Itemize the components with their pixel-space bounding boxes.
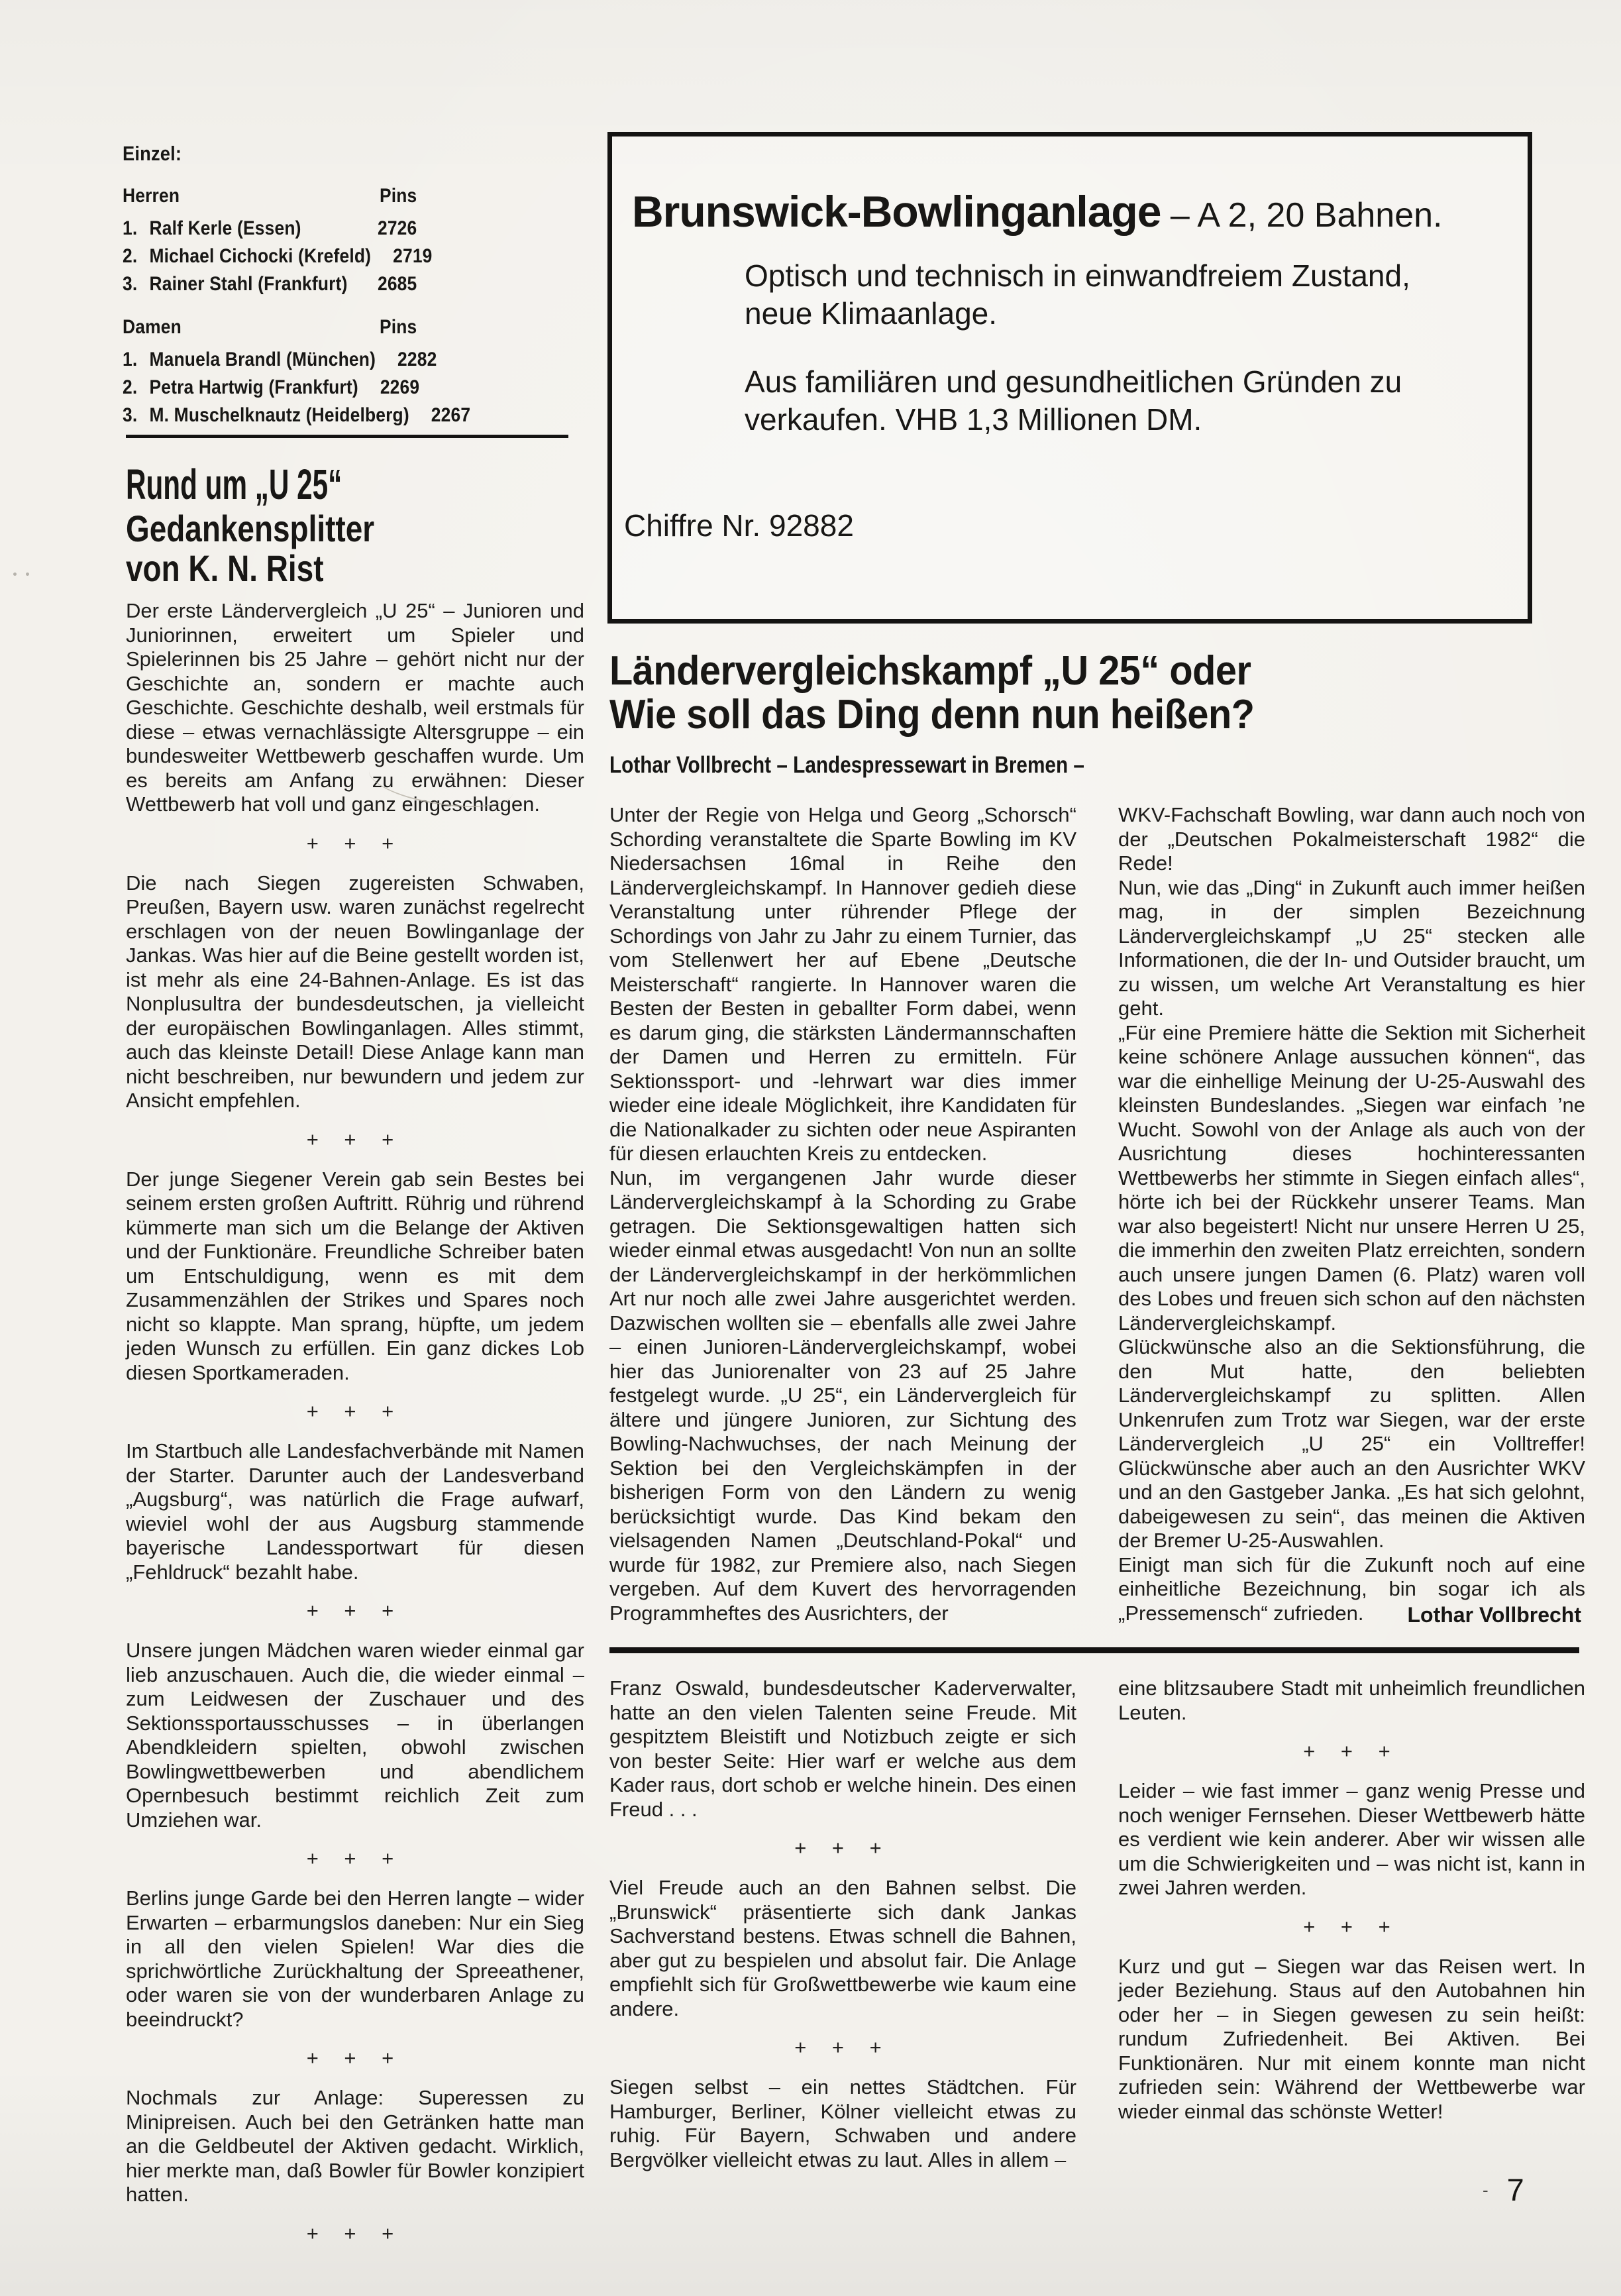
plus-separator: + + + [306,1599,404,1622]
paragraph: Kurz und gut – Siegen war das Reisen wert. In jeder Beziehung. Staus auf den Autobahnen hin oder her – in Siegen gewesen zu sein heißt: rundum Zufriedenheit. Bei Aktiven. Bei Funktionären. Nur mit einem konnte man nicht zufrieden sein: Während der Wettbewerbe war wieder einmal das schönste Wetter! [1118,1954,1585,2123]
result-name: Petra Hartwig (Frankfurt) [149,376,358,398]
bottom-column-right [1118,1676,1585,2124]
result-pins: 2282 [397,349,437,370]
paragraph: Franz Oswald, bundesdeutscher Kaderverwalter, hatte an den vielen Talenten seine Freude. Mit gespitztem Bleistift und Notizbuch zeigte er sich von bester Seite: Hier warf er welche aus dem Kader raus, dort schob er welche hinein. Des einen Freud . . . [609,1676,1076,1821]
result-name: Michael Cichocki (Krefeld) [149,245,372,267]
pins-column-label: Pins [379,185,417,207]
section-divider-rule [609,1647,1579,1653]
page-number [1483,2173,1524,2207]
left-article [126,463,584,2262]
plus-separator: + + + [1303,1914,1400,1938]
plus-separator: + + + [306,1847,404,1870]
left-article-subtitle: Gedankensplitter [126,508,375,549]
result-name: Manuela Brandl (München) [149,349,376,370]
ad-paragraph-price [745,363,1402,439]
bottom-column-left [609,1676,1076,2172]
paragraph: Nun, wie das „Ding“ in Zukunft auch immer heißen mag, in der simplen Bezeichnung Ländervergleichskampf „U 25“ stecken alle Informationen, die der In- und Outsider braucht, um zu wissen, um welche Art Veranstaltung es hier geht. [1118,875,1585,1020]
author-signature: Lothar Vollbrecht [1407,1603,1581,1627]
main-article-byline: Lothar Vollbrecht – Landespressewart in Bremen – [609,752,1084,778]
page-number-dash: - [1483,2179,1489,2200]
main-article-header [609,649,1590,779]
results-rows [123,346,471,429]
result-rank: 1. [123,349,138,370]
result-pins: 2719 [393,245,433,267]
results-list [123,140,471,429]
classified-ad-box [607,132,1532,624]
plus-separator: + + + [794,2036,892,2059]
result-name: M. Muschelknautz (Heidelberg) [149,404,409,426]
results-group-herren [123,183,433,298]
plus-separator: + + + [1303,1739,1400,1763]
result-row [123,346,437,374]
left-article-title: Rund um „U 25“ [126,461,342,508]
paragraph: Berlins junge Garde bei den Herren langte – wider Erwarten – erbarmungslos daneben: Nur ein Sieg in all den vielen Spielen! War dies die sprichwörtliche Zurückhaltung der Spreeathener, oder waren sie von der wunderbaren Anlage zu beeindruckt? [126,1886,584,2031]
result-pins: 2267 [431,404,471,426]
main-article-column-2 [1118,803,1585,1627]
left-article-author: von K. N. Rist [126,547,324,589]
ad-title-bold: Brunswick-Bowlinganlage [632,187,1161,236]
paragraph: Nochmals zur Anlage: Superessen zu Minipreisen. Auch bei den Getränken hatte man an die Geldbeutel der Aktiven gedacht. Wirklich, hier merkte man, daß Bowler für Bowler konzipiert hatten. [126,2086,584,2206]
paragraph: Der erste Ländervergleich „U 25“ – Junioren und Juniorinnen, erweitert um Spieler und Spielerinnen bis 25 Jahre – gehört nicht nur der Geschichte an, sondern er machte auch Geschichte. Geschichte deshalb, weil erstmals für diese – etwas vernachlässigte Altersgruppe – ein bundesweiter Wettbewerb geschaffen wurde. Um es bereits am Anfang zu erwähnen: Dieser Wettbewerb hat voll und ganz eingeschlagen. [126,599,584,816]
page-number-value: 7 [1506,2172,1524,2207]
pins-column-label: Pins [379,316,417,338]
paragraph: Die nach Siegen zugereisten Schwaben, Preußen, Bayern usw. waren zunächst regelrecht erschlagen von der neuen Bowlinganlage der Jankas. Was hier auf die Beine gestellt worden ist, ist mehr als eine 24-Bahnen-Anlage. Es ist das Nonplusultra der bundesdeutschen, ja vielleicht der europäischen Bowlinganlagen. Alles stimmt, auch das kleinste Detail! Diese Anlage kann man nicht beschreiben, nur bewundern und jedem zur Ansicht empfehlen. [126,871,584,1112]
result-row [123,243,433,270]
ad-line: Aus familiären und gesundheitlichen Gründen zu [745,364,1402,399]
plus-separator: + + + [306,2221,404,2245]
result-name: Ralf Kerle (Essen) [149,217,301,239]
main-headline-line1: Ländervergleichskampf „U 25“ oder [609,648,1251,694]
result-pins: 2726 [377,217,417,239]
plus-separator: + + + [306,831,404,855]
paragraph: Siegen selbst – ein nettes Städtchen. Für Hamburger, Berliner, Kölner vielleicht etwas zu ruhig. Für Bayern, Schwaben und andere Bergvölker vielleicht etwas zu laut. Alles in allem – [609,2075,1076,2171]
ad-paragraph-condition [745,257,1410,333]
plus-separator: + + + [306,1127,404,1151]
ad-line: Optisch und technisch in einwandfreiem Zustand, [745,258,1410,293]
result-rank: 1. [123,217,138,239]
paragraph: Nun, im vergangenen Jahr wurde dieser Ländervergleichskampf à la Schording zu Grabe getragen. Die Sektionsgewaltigen hatten sich wieder einmal etwas ausgedacht! Von nun an sollte der Ländervergleichskampf in der herkömmlichen Art nur noch alle zwei Jahre ausgerichtet werden. Dazwischen wollten sie – ebenfalls alle zwei Jahre – einen Junioren-Ländervergleichskampf, wobei hier das Juniorenalter von 23 auf 25 Jahre festgelegt wurde. „U 25“, ein Ländervergleich für ältere und jüngere Junioren, zur Sichtung des Bowling-Nachwuchses, der nach Meinung der Sektion bei den Vergleichskämpfen in der bisherigen Form von den Ländern zu wenig berücksichtigt wurde. Das Kind bekam den vielsagenden Namen „Deutschland-Pokal“ und wurde für 1982, zur Premiere also, nach Siegen vergeben. Auf dem Kuvert des hervorragenden Programmheftes des Ausrichters, der [609,1166,1076,1625]
left-article-body [126,599,584,2246]
ad-title-rest: – A 2, 20 Bahnen. [1161,196,1443,235]
results-group-header [123,314,417,341]
plus-separator: + + + [306,2046,404,2069]
paragraph: Unsere jungen Mädchen waren wieder einmal gar lieb anzuschauen. Auch die, die wieder einmal – zum Leidwesen der Zuschauer und des Sektionssportausschusses – in überlangen Abendkleidern spielten, obwohl zwischen Bowlingwettbewerben und abendlichem Opernbesuch bestimmt reichlich Zeit zum Umziehen war. [126,1639,584,1831]
results-title: Einzel: [123,142,182,165]
result-rank: 3. [123,404,138,426]
result-pins: 2269 [380,376,420,398]
plus-separator: + + + [306,1399,404,1423]
result-rank: 2. [123,376,138,398]
paragraph: WKV-Fachschaft Bowling, war dann auch noch von der „Deutschen Pokalmeisterschaft 1982“ die Rede! [1118,803,1585,875]
results-rows [123,215,433,298]
result-row [123,402,471,429]
paragraph: Glückwünsche also an die Sektionsführung, die den Mut hatte, den beliebten Ländervergleichskampf zu splitten. Allen Unkenrufen zum Trotz war Siegen, war der erste Ländervergleich „U 25“ ein Volltreffer! Glückwünsche aber auch an den Ausrichter WKV und an den Gastgeber Janka. „Es hat sich gelohnt, dabeigewesen zu sein“, das meinen die Aktiven der Bremer U-25-Auswahlen. [1118,1335,1585,1552]
main-article-column-2-body [1118,803,1585,1625]
paragraph: Der junge Siegener Verein gab sein Bestes bei seinem ersten großen Auftritt. Rührig und rührend kümmerte man sich um die Belange der Aktiven und der Funktionäre. Freundliche Schreiber baten um Entschuldigung, wenn es mit dem Zusammenzählen der Strikes und Spares noch nicht so klappte. Man sprang, hüpfte, um jedem jeden Wunsch zu erfüllen. Ein ganz dickes Lob diesen Sportkameraden. [126,1167,584,1384]
main-headline-line2: Wie soll das Ding denn nun heißen? [609,692,1255,738]
group-heading: Herren [123,185,180,207]
result-rank: 3. [123,273,138,295]
paragraph: Leider – wie fast immer – ganz wenig Presse und noch weniger Fernsehen. Dieser Wettbewerb hätte es verdient wie kein anderer. Aber wir wissen alle um die Schwierigkeiten und – was nicht ist, kann in zwei Jahren werden. [1118,1779,1585,1899]
paragraph: Unter der Regie von Helga und Georg „Schorsch“ Schording veranstaltete die Sparte Bowling im KV Niedersachsen 16mal in Reihe den Ländervergleichskampf. In Hannover gedieh diese Veranstaltung unter rührender Pflege der Schordings von Jahr zu Jahr zu einem Turnier, das vom Stellenwert her auf Ebene „Deutsche Meisterschaft“ rangierte. In Hannover waren die Besten der Besten in geballter Form dabei, wenn es darum ging, die stärksten Ländermannschaften der Damen und Herren zu ermitteln. Für Sektionssport- und -lehrwart war dies immer wieder eine ideale Möglichkeit, ihre Kandidaten für die Nationalkader zu sichten oder neue Aspiranten für diesen erlauchten Kreis zu entdecken. [609,803,1076,1165]
results-group-header [123,183,417,209]
paragraph: Im Startbuch alle Landesfachverbände mit Namen der Starter. Darunter auch der Landesverband „Augsburg“, was natürlich die Frage aufwarf, wieviel wohl der aus Augsburg stammende bayerische Landessportwart für diesen „Fehldruck“ bezahlt habe. [126,1439,584,1584]
ad-line: neue Klimaanlage. [745,296,998,331]
paragraph: Einigt man sich für die Zukunft noch auf eine einheitliche Bezeichnung, bin sogar ich als „Pressemensch“ zufrieden. [1118,1553,1585,1625]
result-name: Rainer Stahl (Frankfurt) [149,273,348,295]
paragraph: Viel Freude auch an den Bahnen selbst. Die „Brunswick“ präsentierte sich dank Jankas Sachverstand bestens. Etwas schnell die Bahnen, aber gut zu bespielen und absolut fair. Die Anlage empfiehlt sich für Großwettbewerbe wie kaum eine andere. [609,1876,1076,2020]
ad-chiffre-number: Chiffre Nr. 92882 [624,508,854,543]
scan-dots-artifact [13,567,40,574]
results-divider-rule [126,435,568,438]
result-rank: 2. [123,245,138,267]
result-pins: 2685 [377,273,417,295]
result-row [123,270,417,298]
result-row [123,374,420,402]
group-heading: Damen [123,316,182,338]
paragraph: „Für eine Premiere hätte die Sektion mit Sicherheit keine schönere Anlage aussuchen können“, das war die einhellige Meinung der U-25-Auswahl des kleinsten Bundeslandes. „Siegen war einfach ’ne Wucht. Sowohl von der Anlage als auch von der Ausrichtung dieses hochinteressanten Wettbewerbs her stimmte in Siegen einfach alles“, hörte ich bei der Rückkehr unserer Teams. Man war also begeistert! Nicht nur unsere Herren U 25, die immerhin den zweiten Platz erreichten, sondern auch unsere jungen Damen (6. Platz) waren voll des Lobes und freuen sich schon auf den nächsten Ländervergleichskampf. [1118,1020,1585,1335]
ad-title [632,188,1443,239]
paragraph: eine blitzsaubere Stadt mit unheimlich freundlichen Leuten. [1118,1676,1585,1724]
plus-separator: + + + [794,1836,892,1859]
main-article-column-1 [609,803,1076,1625]
ad-line: verkaufen. VHB 1,3 Millionen DM. [745,402,1202,437]
results-group-damen [123,314,471,429]
result-row [123,215,417,243]
